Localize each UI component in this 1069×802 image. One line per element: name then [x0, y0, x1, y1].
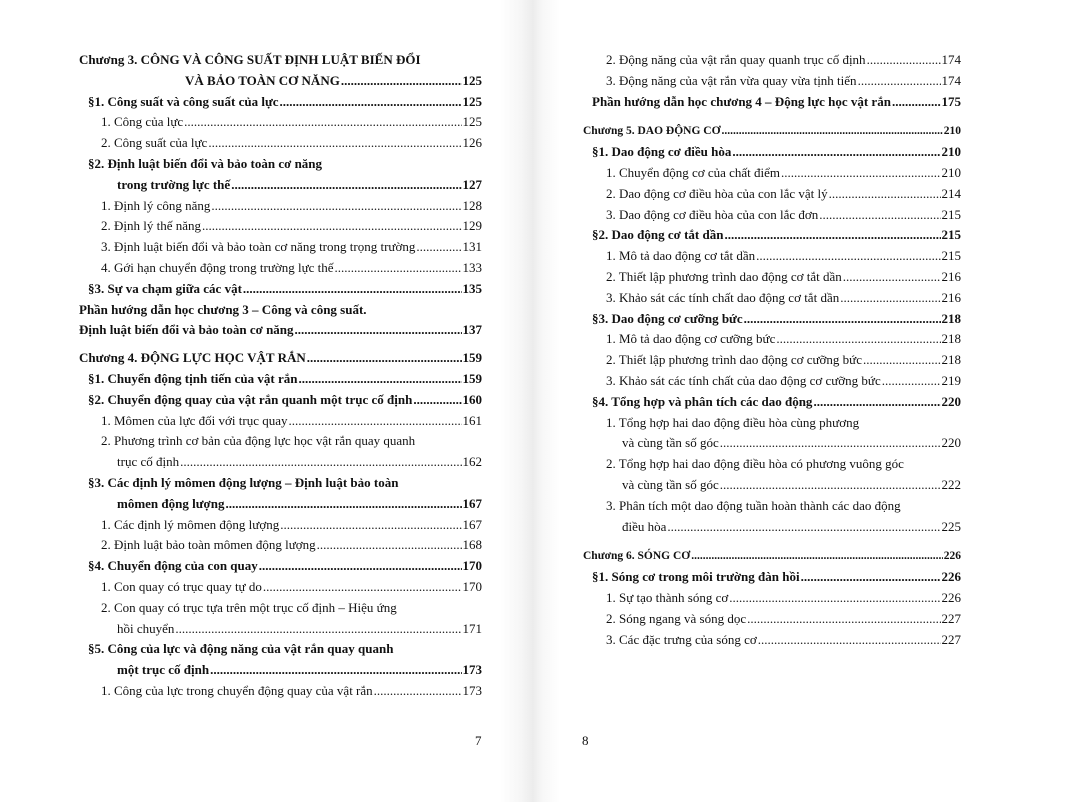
- toc-entry-title: 1. Tổng hợp hai dao động điều hòa cùng phương: [606, 414, 860, 430]
- dot-leader: [862, 350, 941, 371]
- toc-entry-page: 127: [462, 176, 482, 192]
- toc-guide-entry: [583, 92, 961, 113]
- dot-leader: [412, 390, 461, 411]
- toc-entry-page: 214: [941, 185, 961, 201]
- toc-item-entry: [583, 50, 961, 71]
- toc-item-entry: [79, 258, 482, 279]
- toc-entry-page: 174: [941, 72, 961, 88]
- dot-leader: [279, 92, 462, 113]
- toc-item-entry: [583, 246, 961, 267]
- dot-leader: [757, 630, 941, 651]
- toc-entry-title: VÀ BẢO TOÀN CƠ NĂNG: [185, 72, 340, 88]
- toc-entry-title: 3. Động năng của vật rắn vừa quay vừa tịnh tiến: [606, 72, 857, 88]
- toc-entry-title: 2. Động năng của vật rắn quay quanh trục cố định: [606, 52, 866, 67]
- toc-entry-title: Phần hướng dẫn học chương 3 – Công và công suất.: [79, 301, 367, 317]
- toc-left-page: [79, 50, 482, 702]
- toc-entry-title: 1. Con quay có trục quay tự do: [101, 578, 262, 594]
- toc-entry-page: 160: [462, 391, 482, 407]
- toc-entry-page: 137: [462, 322, 482, 338]
- toc-item-entry: [583, 454, 961, 496]
- toc-entry-page: 218: [941, 331, 961, 347]
- dot-leader: [812, 392, 940, 413]
- toc-entry-page: 227: [941, 610, 961, 626]
- toc-entry-title: Định luật biến đổi và bảo toàn cơ năng: [79, 322, 294, 338]
- toc-entry-title: 1. Các định lý mômen động lượng: [101, 516, 280, 532]
- toc-entry-page: 210: [941, 164, 961, 180]
- toc-entry-title: 1. Mômen của lực đối với trục quay: [101, 412, 288, 428]
- toc-entry-title: 2. Thiết lập phương trình dao động cơ cưỡng bức: [606, 352, 862, 368]
- toc-chapter-entry: [583, 121, 961, 142]
- toc-item-entry: [79, 133, 482, 154]
- dot-leader: [690, 546, 943, 567]
- toc-right-page: [583, 50, 961, 650]
- toc-entry-page: 216: [941, 268, 961, 284]
- toc-entry-page: 226: [943, 550, 961, 563]
- toc-entry-page: 174: [941, 52, 961, 67]
- toc-item-entry: [79, 112, 482, 133]
- toc-entry-title: §3. Dao động cơ cưỡng bức: [592, 310, 743, 326]
- dot-leader: [800, 567, 941, 588]
- toc-entry-title: 1. Mô tả dao động cơ tắt dần: [606, 248, 756, 264]
- toc-item-entry: [79, 431, 482, 473]
- toc-section-entry: [79, 473, 482, 515]
- dot-leader: [230, 175, 461, 196]
- toc-entry-title: 3. Khảo sát các tính chất dao động cơ tắt dần: [606, 289, 840, 305]
- toc-item-entry: [583, 205, 961, 226]
- toc-entry-title: 1. Sự tạo thành sóng cơ: [606, 589, 729, 605]
- toc-entry-page: 225: [941, 518, 961, 534]
- dot-leader: [842, 267, 941, 288]
- toc-entry-page: 133: [462, 259, 482, 275]
- toc-entry-page: 162: [462, 454, 482, 470]
- toc-entry-page: 218: [941, 310, 961, 326]
- toc-item-entry: [583, 496, 961, 538]
- dot-leader: [288, 411, 462, 432]
- dot-leader: [728, 588, 940, 609]
- toc-item-entry: [79, 216, 482, 237]
- toc-entry-title: trong trường lực thế: [117, 176, 231, 192]
- dot-leader: [780, 163, 940, 184]
- toc-entry-page: 135: [462, 280, 482, 296]
- toc-entry-page: 170: [462, 558, 482, 574]
- toc-item-entry: [79, 681, 482, 702]
- book-gutter: [500, 0, 560, 802]
- dot-leader: [719, 475, 941, 496]
- toc-entry-page: 215: [941, 248, 961, 264]
- toc-entry-title: điều hòa: [622, 518, 667, 534]
- toc-entry-page: 125: [462, 93, 482, 109]
- toc-item-entry: [583, 163, 961, 184]
- toc-entry-page: 131: [462, 239, 482, 255]
- toc-entry-title: Phần hướng dẫn học chương 4 – Động lực học vật rắn: [592, 93, 891, 109]
- toc-item-entry: [79, 577, 482, 598]
- dot-leader: [306, 348, 462, 369]
- toc-item-entry: [583, 288, 961, 309]
- toc-entry-title: 1. Công của lực trong chuyển động quay của vật rắn: [101, 682, 373, 698]
- toc-entry-title: Chương 6. SÓNG CƠ: [583, 550, 691, 563]
- toc-item-entry: [79, 196, 482, 217]
- dot-leader: [373, 681, 462, 702]
- toc-section-entry: [583, 392, 961, 413]
- dot-leader: [340, 71, 462, 92]
- toc-entry-title: Chương 3. CÔNG VÀ CÔNG SUẤT ĐỊNH LUẬT BIẾN ĐỔI: [79, 52, 421, 67]
- toc-section-entry: [583, 225, 961, 246]
- toc-entry-page: 226: [941, 569, 961, 585]
- toc-item-entry: [79, 237, 482, 258]
- dot-leader: [179, 452, 461, 473]
- toc-entry-page: 159: [462, 350, 482, 366]
- toc-item-entry: [583, 588, 961, 609]
- toc-entry-page: 129: [462, 218, 482, 234]
- toc-entry-title: §3. Các định lý mômen động lượng – Định luật bảo toàn: [88, 474, 399, 490]
- toc-entry-title: §4. Chuyển động của con quay: [88, 558, 258, 574]
- toc-entry-title: §1. Dao động cơ điều hòa: [592, 144, 732, 160]
- toc-entry-page: 171: [462, 620, 482, 636]
- dot-leader: [721, 121, 943, 142]
- toc-entry-title: 3. Khảo sát các tính chất của dao động cơ cưỡng bức: [606, 372, 881, 388]
- toc-entry-title: mômen động lượng: [117, 495, 225, 511]
- toc-entry-page: 226: [941, 589, 961, 605]
- toc-item-entry: [583, 184, 961, 205]
- dot-leader: [316, 535, 462, 556]
- toc-chapter-entry: [79, 50, 482, 92]
- toc-item-entry: [79, 535, 482, 556]
- toc-entry-page: 210: [941, 144, 961, 160]
- toc-entry-title: Chương 5. DAO ĐỘNG CƠ: [583, 125, 721, 138]
- toc-entry-title: trục cố định: [117, 454, 180, 470]
- toc-section-entry: [583, 309, 961, 330]
- toc-entry-title: §2. Định luật biến đổi và bảo toàn cơ năng: [88, 155, 323, 171]
- toc-section-entry: [79, 639, 482, 681]
- dot-leader: [818, 205, 940, 226]
- toc-section-entry: [79, 556, 482, 577]
- dot-leader: [743, 309, 941, 330]
- toc-entry-page: 173: [462, 682, 482, 698]
- toc-entry-page: 216: [941, 289, 961, 305]
- toc-entry-page: 220: [941, 393, 961, 409]
- dot-leader: [866, 50, 941, 71]
- toc-entry-title: §2. Dao động cơ tắt dần: [592, 227, 724, 243]
- toc-item-entry: [583, 71, 961, 92]
- toc-entry-page: 219: [941, 372, 961, 388]
- toc-entry-title: Chương 4. ĐỘNG LỰC HỌC VẬT RẮN: [79, 350, 306, 366]
- page-number-right: 8: [582, 733, 589, 748]
- toc-entry-title: 2. Công suất của lực: [101, 135, 208, 151]
- toc-item-entry: [583, 329, 961, 350]
- toc-entry-title: 3. Định luật biến đổi và bảo toàn cơ năng trong trọng trường: [101, 239, 416, 255]
- toc-entry-title: §5. Công của lực và động năng của vật rắn quay quanh: [88, 641, 394, 657]
- toc-section-entry: [583, 142, 961, 163]
- toc-chapter-entry: [79, 348, 482, 369]
- dot-leader: [183, 112, 461, 133]
- dot-leader: [881, 371, 941, 392]
- toc-chapter-entry: [583, 546, 961, 567]
- toc-entry-page: 126: [462, 135, 482, 151]
- dot-leader: [201, 216, 461, 237]
- dot-leader: [297, 369, 461, 390]
- dot-leader: [839, 288, 940, 309]
- toc-entry-page: 168: [462, 537, 482, 553]
- toc-item-entry: [79, 515, 482, 536]
- toc-entry-page: 159: [462, 370, 482, 386]
- dot-leader: [262, 577, 462, 598]
- dot-leader: [828, 184, 941, 205]
- toc-item-entry: [583, 609, 961, 630]
- toc-entry-title: 4. Gới hạn chuyển động trong trường lực thế: [101, 259, 334, 275]
- toc-entry-page: 215: [941, 206, 961, 222]
- dot-leader: [731, 142, 940, 163]
- toc-entry-title: và cùng tần số góc: [622, 435, 719, 451]
- toc-entry-page: 175: [941, 93, 961, 109]
- toc-entry-title: 2. Định lý thế năng: [101, 218, 202, 234]
- toc-entry-title: 2. Tổng hợp hai dao động điều hòa có phương vuông góc: [606, 456, 904, 472]
- toc-guide-entry: [79, 300, 482, 342]
- dot-leader: [207, 133, 461, 154]
- toc-entry-page: 128: [462, 197, 482, 213]
- toc-entry-title: 1. Công của lực: [101, 114, 184, 130]
- toc-item-entry: [79, 598, 482, 640]
- toc-entry-title: 2. Định luật bảo toàn mômen động lượng: [101, 537, 316, 553]
- toc-entry-title: 1. Chuyển động cơ của chất điểm: [606, 164, 781, 180]
- toc-entry-title: 1. Mô tả dao động cơ cưỡng bức: [606, 331, 776, 347]
- dot-leader: [294, 320, 462, 341]
- toc-entry-title: 2. Sóng ngang và sóng dọc: [606, 610, 747, 626]
- toc-entry-title: 3. Dao động cơ điều hòa của con lắc đơn: [606, 206, 819, 222]
- dot-leader: [719, 433, 941, 454]
- dot-leader: [279, 515, 461, 536]
- toc-entry-title: 2. Con quay có trục tựa trên một trục cố định – Hiệu ứng: [101, 599, 397, 615]
- dot-leader: [746, 609, 940, 630]
- dot-leader: [334, 258, 462, 279]
- toc-entry-page: 161: [462, 412, 482, 428]
- toc-entry-title: 2. Dao động cơ điều hòa của con lắc vật lý: [606, 185, 828, 201]
- dot-leader: [891, 92, 941, 113]
- toc-entry-title: §1. Công suất và công suất của lực: [88, 93, 279, 109]
- toc-entry-page: 210: [943, 125, 961, 138]
- toc-section-entry: [79, 279, 482, 300]
- toc-item-entry: [583, 630, 961, 651]
- dot-leader: [415, 237, 461, 258]
- toc-item-entry: [583, 413, 961, 455]
- toc-entry-title: 2. Phương trình cơ bản của động lực học vật rắn quay quanh: [101, 433, 416, 449]
- toc-entry-title: 3. Phân tích một dao động tuần hoàn thành các dao động: [606, 497, 901, 513]
- toc-entry-title: một trục cố định: [117, 662, 210, 678]
- toc-item-entry: [79, 411, 482, 432]
- page-number-left: 7: [475, 733, 482, 748]
- dot-leader: [723, 225, 940, 246]
- toc-entry-page: 167: [462, 516, 482, 532]
- toc-entry-page: 125: [462, 114, 482, 130]
- toc-section-entry: [79, 369, 482, 390]
- toc-entry-title: hồi chuyển: [117, 620, 175, 636]
- dot-leader: [666, 517, 940, 538]
- toc-entry-page: 215: [941, 227, 961, 243]
- toc-entry-title: §2. Chuyển động quay của vật rắn quanh một trục cố định: [88, 391, 413, 407]
- toc-section-entry: [79, 390, 482, 411]
- dot-leader: [775, 329, 940, 350]
- toc-entry-page: 125: [462, 72, 482, 88]
- toc-entry-title: §1. Chuyển động tịnh tiến của vật rắn: [88, 370, 298, 386]
- toc-entry-page: 220: [941, 435, 961, 451]
- toc-section-entry: [79, 154, 482, 196]
- toc-entry-page: 222: [941, 476, 961, 492]
- dot-leader: [258, 556, 462, 577]
- toc-entry-title: 1. Định lý công năng: [101, 197, 211, 213]
- dot-leader: [242, 279, 462, 300]
- toc-entry-page: 218: [941, 352, 961, 368]
- toc-entry-page: 173: [462, 662, 482, 678]
- toc-item-entry: [583, 350, 961, 371]
- dot-leader: [210, 196, 461, 217]
- dot-leader: [755, 246, 940, 267]
- toc-entry-title: §3. Sự va chạm giữa các vật: [88, 280, 242, 296]
- dot-leader: [174, 619, 461, 640]
- toc-entry-title: 2. Thiết lập phương trình dao động cơ tắt dần: [606, 268, 842, 284]
- toc-item-entry: [583, 371, 961, 392]
- toc-entry-title: và cùng tần số góc: [622, 476, 719, 492]
- toc-item-entry: [583, 267, 961, 288]
- toc-section-entry: [583, 567, 961, 588]
- toc-entry-page: 227: [941, 631, 961, 647]
- toc-section-entry: [79, 92, 482, 113]
- toc-entry-page: 167: [462, 495, 482, 511]
- toc-entry-title: 3. Các đặc trưng của sóng cơ: [606, 631, 757, 647]
- dot-leader: [209, 660, 461, 681]
- dot-leader: [857, 71, 941, 92]
- dot-leader: [224, 494, 461, 515]
- toc-entry-page: 170: [462, 578, 482, 594]
- toc-entry-title: §4. Tổng hợp và phân tích các dao động: [592, 393, 813, 409]
- toc-entry-title: §1. Sóng cơ trong môi trường đàn hồi: [592, 569, 800, 585]
